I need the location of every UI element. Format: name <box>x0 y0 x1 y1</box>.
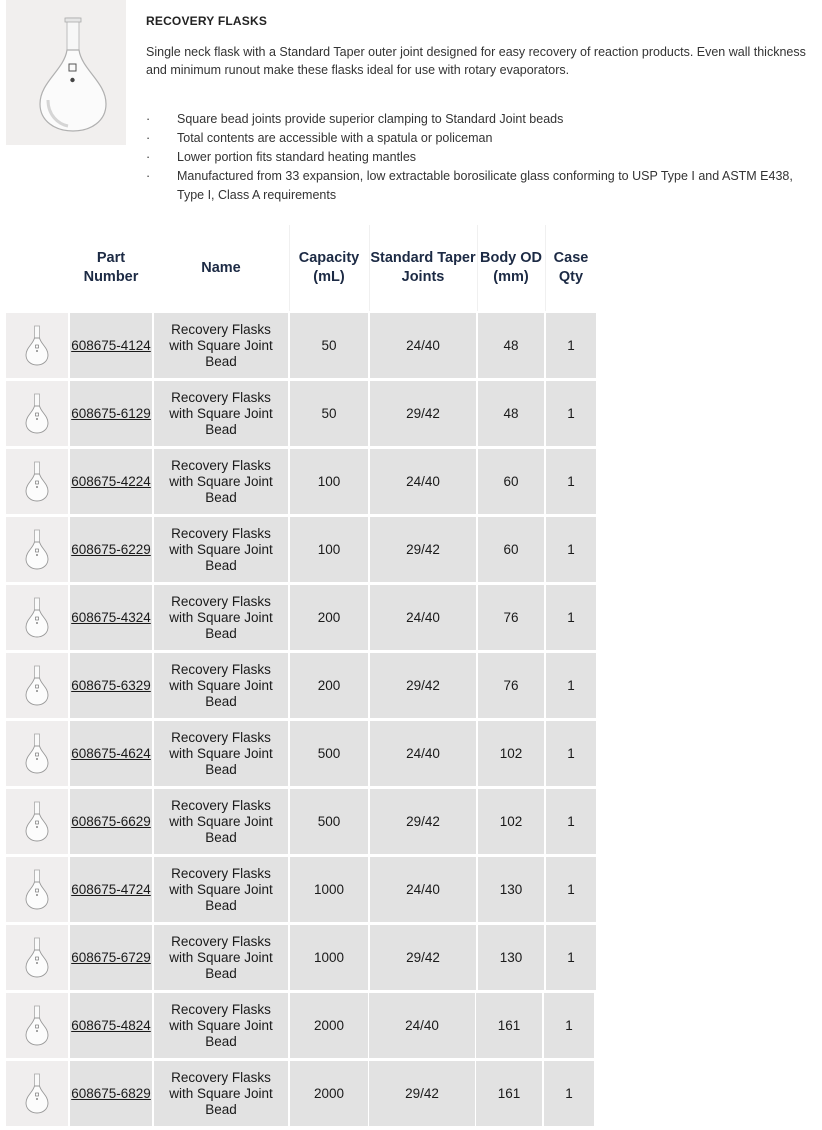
joint-value-cell <box>370 381 476 446</box>
body-od-value: 130 <box>499 949 523 965</box>
capacity-value: 100 <box>317 541 341 557</box>
capacity-value-cell <box>290 653 368 718</box>
case-qty-value-cell <box>546 585 596 650</box>
product-name-cell <box>154 721 288 786</box>
joint-value: 24/40 <box>406 337 440 353</box>
part-number-link[interactable]: 608675-6729 <box>71 949 151 965</box>
product-name: Recovery Flasks with Square Joint Bead <box>169 593 273 641</box>
joint-value-cell <box>369 1061 475 1126</box>
joint-value-cell <box>370 517 476 582</box>
part-number-cell <box>70 993 152 1058</box>
case-qty-value-cell <box>546 857 596 922</box>
product-name-cell <box>154 449 288 514</box>
feature-item <box>146 129 822 148</box>
flask-thumbnail-icon <box>6 857 68 922</box>
capacity-value-cell <box>290 721 368 786</box>
part-number-cell <box>70 925 152 990</box>
joint-value-cell <box>370 449 476 514</box>
joint-value-cell <box>369 993 475 1058</box>
body-od-value-cell <box>478 653 544 718</box>
joint-value: 24/40 <box>406 609 440 625</box>
capacity-value: 200 <box>317 609 341 625</box>
bullet-glyph: · <box>146 112 151 126</box>
part-number-cell <box>70 585 152 650</box>
joint-value-cell <box>370 313 476 378</box>
joint-value-cell <box>370 585 476 650</box>
capacity-value: 50 <box>321 337 337 353</box>
body-od-value-cell <box>478 449 544 514</box>
part-number-link[interactable]: 608675-4124 <box>71 337 151 353</box>
bullet-glyph: · <box>146 169 151 183</box>
body-od-value: 161 <box>497 1085 521 1101</box>
body-od-value: 102 <box>499 745 523 761</box>
product-name: Recovery Flasks with Square Joint Bead <box>169 933 273 981</box>
capacity-value: 1000 <box>313 881 345 897</box>
case-qty-value: 1 <box>567 881 575 897</box>
product-name-cell <box>154 381 288 446</box>
header-body-od: Body OD (mm) <box>479 250 543 285</box>
joint-value-cell <box>370 925 476 990</box>
header-case-qty: Case Qty <box>553 250 589 285</box>
product-name-cell <box>154 789 288 854</box>
flask-thumbnail-icon <box>6 925 68 990</box>
part-number-cell <box>70 653 152 718</box>
joint-value-cell <box>370 789 476 854</box>
feature-item <box>146 148 822 167</box>
case-qty-value-cell <box>546 517 596 582</box>
part-number-cell <box>70 313 152 378</box>
joint-value: 29/42 <box>406 405 440 421</box>
body-od-value-cell <box>476 1061 542 1126</box>
product-name-cell <box>154 585 288 650</box>
case-qty-value-cell <box>544 993 594 1058</box>
case-qty-value-cell <box>546 925 596 990</box>
capacity-value-cell <box>290 789 368 854</box>
body-od-value-cell <box>478 517 544 582</box>
part-number-link[interactable]: 608675-4724 <box>71 881 151 897</box>
capacity-value: 2000 <box>313 1085 345 1101</box>
capacity-value-cell <box>290 585 368 650</box>
case-qty-value: 1 <box>567 949 575 965</box>
part-number-cell <box>70 449 152 514</box>
case-qty-value: 1 <box>567 473 575 489</box>
capacity-value-cell <box>290 993 368 1058</box>
body-od-value: 130 <box>499 881 523 897</box>
feature-text: Total contents are accessible with a spatula or policeman <box>177 131 493 145</box>
part-number-cell <box>70 789 152 854</box>
capacity-value-cell <box>290 1061 368 1126</box>
joint-value-cell <box>370 857 476 922</box>
product-name: Recovery Flasks with Square Joint Bead <box>169 1001 273 1049</box>
flask-thumbnail-icon <box>6 585 68 650</box>
case-qty-value: 1 <box>567 813 575 829</box>
product-name-cell <box>154 517 288 582</box>
part-number-link[interactable]: 608675-6329 <box>71 677 151 693</box>
case-qty-value: 1 <box>567 745 575 761</box>
joint-value: 29/42 <box>406 949 440 965</box>
body-od-value-cell <box>478 381 544 446</box>
header-taper-joints: Standard Taper Joints <box>370 250 476 285</box>
joint-value: 29/42 <box>406 541 440 557</box>
capacity-value-cell <box>290 313 368 378</box>
capacity-value-cell <box>290 381 368 446</box>
case-qty-value: 1 <box>565 1085 573 1101</box>
part-number-cell <box>70 1061 152 1126</box>
part-number-cell <box>70 381 152 446</box>
feature-item <box>146 167 822 205</box>
case-qty-value-cell <box>546 721 596 786</box>
capacity-value-cell <box>290 517 368 582</box>
case-qty-value-cell <box>546 449 596 514</box>
feature-list <box>146 110 822 205</box>
flask-thumbnail-icon <box>6 993 68 1058</box>
joint-value: 29/42 <box>406 813 440 829</box>
joint-value: 24/40 <box>406 881 440 897</box>
bullet-glyph: · <box>146 131 151 145</box>
body-od-value-cell <box>478 585 544 650</box>
body-od-value: 60 <box>503 541 519 557</box>
capacity-value: 2000 <box>313 1017 345 1033</box>
body-od-value: 102 <box>499 813 523 829</box>
bullet-glyph: · <box>146 150 151 164</box>
body-od-value: 60 <box>503 473 519 489</box>
case-qty-value-cell <box>546 381 596 446</box>
product-name: Recovery Flasks with Square Joint Bead <box>169 661 273 709</box>
product-name: Recovery Flasks with Square Joint Bead <box>169 797 273 845</box>
body-od-value-cell <box>478 721 544 786</box>
part-number-link[interactable]: 608675-6629 <box>71 813 151 829</box>
part-number-link[interactable]: 608675-4324 <box>71 609 151 625</box>
part-number-link[interactable]: 608675-4624 <box>71 745 151 761</box>
part-number-link[interactable]: 608675-4824 <box>71 1017 151 1033</box>
case-qty-value-cell <box>544 1061 594 1126</box>
case-qty-value: 1 <box>567 405 575 421</box>
flask-thumbnail-icon <box>6 789 68 854</box>
product-name: Recovery Flasks with Square Joint Bead <box>169 865 273 913</box>
case-qty-value: 1 <box>567 337 575 353</box>
flask-thumbnail-icon <box>6 1061 68 1126</box>
capacity-value: 100 <box>317 473 341 489</box>
product-name-cell <box>154 993 288 1058</box>
joint-value: 24/40 <box>405 1017 439 1033</box>
joint-value: 29/42 <box>406 677 440 693</box>
joint-value: 24/40 <box>406 473 440 489</box>
body-od-value-cell <box>478 925 544 990</box>
body-od-value-cell <box>478 857 544 922</box>
body-od-value: 48 <box>503 337 519 353</box>
case-qty-value: 1 <box>567 541 575 557</box>
flask-thumbnail-icon <box>6 449 68 514</box>
capacity-value: 50 <box>321 405 337 421</box>
feature-text: Manufactured from 33 expansion, low extractable borosilicate glass conforming to USP Type I and ASTM E438, Type I, Class A requirements <box>177 169 793 202</box>
product-name-cell <box>154 653 288 718</box>
joint-value: 24/40 <box>406 745 440 761</box>
part-number-link[interactable]: 608675-6829 <box>71 1085 151 1101</box>
capacity-value-cell <box>290 857 368 922</box>
header-capacity: Capacity (mL) <box>298 250 360 285</box>
feature-item <box>146 110 822 129</box>
body-od-value-cell <box>478 313 544 378</box>
body-od-value: 48 <box>503 405 519 421</box>
body-od-value-cell <box>478 789 544 854</box>
case-qty-value: 1 <box>567 677 575 693</box>
flask-thumbnail-icon <box>6 313 68 378</box>
product-name: Recovery Flasks with Square Joint Bead <box>169 321 273 369</box>
joint-value-cell <box>370 721 476 786</box>
case-qty-value-cell <box>546 313 596 378</box>
part-number-link[interactable]: 608675-6129 <box>71 405 151 421</box>
header-part-number: Part Number <box>83 250 139 285</box>
product-name-cell <box>154 313 288 378</box>
flask-thumbnail-icon <box>6 653 68 718</box>
product-name: Recovery Flasks with Square Joint Bead <box>169 729 273 777</box>
capacity-value: 200 <box>317 677 341 693</box>
joint-value: 29/42 <box>405 1085 439 1101</box>
product-name: Recovery Flasks with Square Joint Bead <box>169 1069 273 1117</box>
product-name-cell <box>154 1061 288 1126</box>
case-qty-value-cell <box>546 653 596 718</box>
body-od-value: 76 <box>503 609 519 625</box>
page-title: RECOVERY FLASKS <box>146 14 268 28</box>
header-name: Name <box>201 259 241 276</box>
part-number-cell <box>70 857 152 922</box>
capacity-value: 500 <box>317 813 341 829</box>
capacity-value: 1000 <box>313 949 345 965</box>
body-od-value: 161 <box>497 1017 521 1033</box>
part-number-cell <box>70 517 152 582</box>
body-od-value: 76 <box>503 677 519 693</box>
product-name: Recovery Flasks with Square Joint Bead <box>169 457 273 505</box>
part-number-link[interactable]: 608675-4224 <box>71 473 151 489</box>
case-qty-value: 1 <box>567 609 575 625</box>
body-od-value-cell <box>476 993 542 1058</box>
flask-thumbnail-icon <box>6 721 68 786</box>
capacity-value: 500 <box>317 745 341 761</box>
part-number-cell <box>70 721 152 786</box>
recovery-flask-image <box>6 0 126 145</box>
capacity-value-cell <box>290 449 368 514</box>
case-qty-value-cell <box>546 789 596 854</box>
joint-value-cell <box>370 653 476 718</box>
product-name-cell <box>154 925 288 990</box>
part-number-link[interactable]: 608675-6229 <box>71 541 151 557</box>
feature-text: Lower portion fits standard heating mantles <box>177 150 417 164</box>
case-qty-value: 1 <box>565 1017 573 1033</box>
product-description: Single neck flask with a Standard Taper outer joint designed for easy recovery of reaction products. Even wall thickness and minimum runout make these flasks ideal for use with rotary evaporators. <box>146 45 806 77</box>
product-name: Recovery Flasks with Square Joint Bead <box>169 389 273 437</box>
product-name: Recovery Flasks with Square Joint Bead <box>169 525 273 573</box>
product-image <box>6 0 126 145</box>
product-name-cell <box>154 857 288 922</box>
flask-thumbnail-icon <box>6 381 68 446</box>
capacity-value-cell <box>290 925 368 990</box>
feature-text: Square bead joints provide superior clamping to Standard Joint beads <box>177 112 564 126</box>
flask-thumbnail-icon <box>6 517 68 582</box>
